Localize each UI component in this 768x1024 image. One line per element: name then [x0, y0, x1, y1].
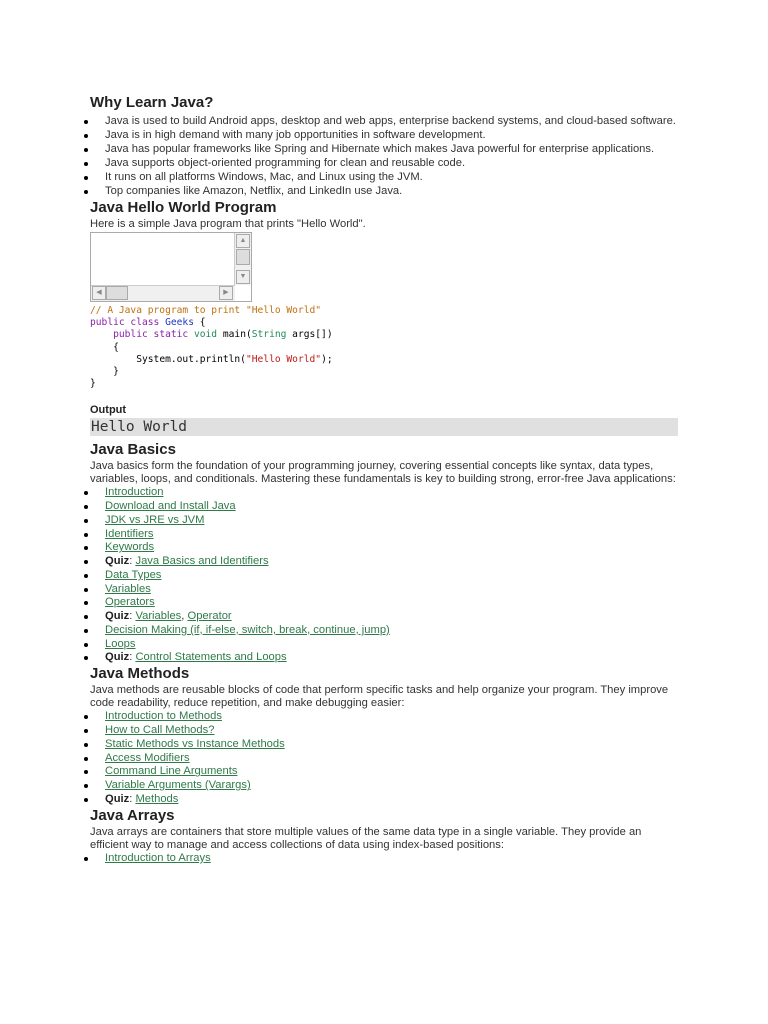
list-item: [90, 752, 678, 765]
topic-link[interactable]: Variables: [105, 582, 151, 595]
java-methods-list: [90, 710, 678, 806]
quiz-item: Quiz: Methods: [90, 793, 678, 806]
list-item: [90, 779, 678, 792]
topic-link[interactable]: Introduction: [105, 486, 164, 499]
bullet-icon: [84, 533, 88, 537]
java-basics-list: [90, 486, 678, 664]
output-box: Hello World: [90, 418, 678, 436]
list-item: [90, 528, 678, 541]
triangle-left-icon[interactable]: ◀: [92, 286, 106, 300]
bullet-icon: [84, 505, 88, 509]
code-text: }: [113, 366, 119, 378]
bullet-icon: [84, 574, 88, 578]
list-item: [90, 638, 678, 651]
triangle-right-icon[interactable]: ▶: [219, 286, 233, 300]
java-basics-intro: Java basics form the foundation of your programming journey, covering essential concepts like syntax, data types, variables, loops, and conditionals. Mastering these fundamentals is key to building strong, error-free Java applications:: [90, 460, 676, 486]
list-item: [90, 115, 678, 128]
bullet-icon: [84, 643, 88, 647]
code-class-name: Geeks: [165, 317, 194, 329]
topic-link[interactable]: Download and Install Java: [105, 500, 236, 513]
topic-link[interactable]: Static Methods vs Instance Methods: [105, 737, 285, 750]
code-block: [90, 305, 678, 390]
java-methods-heading: Java Methods: [90, 665, 190, 683]
bullet-icon: [84, 560, 88, 564]
topic-link[interactable]: JDK vs JRE vs JVM: [105, 513, 205, 526]
bullet-icon: [84, 519, 88, 523]
list-item: [90, 569, 678, 582]
code-text: System.out.println(: [136, 353, 246, 365]
topic-link[interactable]: Keywords: [105, 541, 155, 554]
code-text: }: [90, 378, 96, 390]
topic-link[interactable]: Introduction to Arrays: [105, 851, 211, 864]
code-text: );: [321, 353, 333, 365]
bullet-icon: [84, 784, 88, 788]
why-learn-list: [90, 115, 678, 198]
bullet-icon: [84, 715, 88, 719]
quiz-item: Quiz: Variables, Operator: [90, 610, 678, 623]
bullet-icon: [84, 491, 88, 495]
topic-link[interactable]: Identifiers: [105, 527, 154, 540]
quiz-link[interactable]: Variables: [135, 610, 182, 623]
bullet-icon: [84, 148, 88, 152]
bullet-icon: [84, 857, 88, 861]
list-item-text: Java is in high demand with many job opportunities in software development.: [105, 129, 486, 141]
hello-world-heading: Java Hello World Program: [90, 199, 277, 216]
hello-world-intro: Here is a simple Java program that prints "Hello World".: [90, 218, 366, 230]
quiz-link[interactable]: Java Basics and Identifiers: [135, 555, 269, 568]
topic-link[interactable]: How to Call Methods?: [105, 724, 215, 737]
scrollbar-corner: [235, 286, 251, 301]
list-item: [90, 541, 678, 554]
quiz-label: Quiz: [105, 610, 130, 623]
topic-link[interactable]: Decision Making (if, if-else, switch, break, continue, jump): [105, 623, 390, 636]
java-arrays-heading: Java Arrays: [90, 806, 175, 824]
list-item: [90, 171, 678, 184]
bullet-icon: [84, 770, 88, 774]
bullet-icon: [84, 743, 88, 747]
java-basics-heading: Java Basics: [90, 441, 176, 459]
code-text: args[]): [286, 329, 333, 341]
list-item: [90, 765, 678, 778]
list-item-text: Java has popular frameworks like Spring and Hibernate which makes Java powerful for enterprise applications.: [105, 143, 655, 155]
triangle-down-icon[interactable]: ▼: [236, 270, 250, 284]
list-item: [90, 143, 678, 156]
triangle-up-icon[interactable]: ▲: [236, 234, 250, 248]
topic-link[interactable]: Operators: [105, 596, 155, 609]
bullet-icon: [84, 176, 88, 180]
list-item: [90, 583, 678, 596]
bullet-icon: [84, 615, 88, 619]
java-arrays-intro: Java arrays are containers that store multiple values of the same data type in a single variable. They provide an efficient way to manage and access collections of data using index-based positions:: [90, 825, 642, 851]
list-item: [90, 486, 678, 499]
list-item: [90, 500, 678, 513]
topic-link[interactable]: Access Modifiers: [105, 751, 190, 764]
quiz-item: Quiz: Control Statements and Loops: [90, 651, 678, 664]
code-type: void: [193, 329, 218, 341]
bullet-icon: [84, 588, 88, 592]
list-item: [90, 596, 678, 609]
code-frame[interactable]: [90, 232, 252, 302]
code-text: {: [113, 341, 119, 353]
bullet-icon: [84, 729, 88, 733]
list-item-text: It runs on all platforms Windows, Mac, and Linux using the JVM.: [105, 171, 423, 183]
list-item: [90, 852, 678, 865]
java-arrays-list: [90, 852, 678, 865]
horizontal-scroll-thumb[interactable]: [106, 286, 128, 300]
bullet-icon: [84, 120, 88, 124]
quiz-link[interactable]: Operator: [187, 610, 232, 623]
list-item: [90, 129, 678, 142]
topic-link[interactable]: Variable Arguments (Varargs): [105, 779, 251, 792]
code-comment: // A Java program to print "Hello World": [90, 305, 322, 316]
bullet-icon: [84, 601, 88, 605]
article-content: [90, 94, 678, 866]
topic-link[interactable]: Introduction to Methods: [105, 710, 222, 723]
code-keyword: public static: [113, 329, 189, 341]
bullet-icon: [84, 162, 88, 166]
code-keyword: public class: [90, 317, 160, 329]
list-item: [90, 514, 678, 527]
java-methods-intro: Java methods are reusable blocks of code that perform specific tasks and help organize your program. They improve code readability, reduce repetition, and make debugging easier:: [90, 684, 669, 710]
topic-link[interactable]: Command Line Arguments: [105, 765, 238, 778]
list-item: [90, 724, 678, 737]
quiz-label: Quiz: [105, 792, 130, 805]
list-item-text: Java supports object-oriented programming for clean and reusable code.: [105, 157, 466, 169]
list-item: [90, 185, 678, 198]
why-learn-heading: Why Learn Java?: [90, 94, 214, 111]
bullet-icon: [84, 656, 88, 660]
code-text: {: [193, 317, 206, 329]
quiz-label: Quiz: [105, 555, 130, 568]
list-item: [90, 157, 678, 170]
list-item: [90, 738, 678, 751]
bullet-icon: [84, 134, 88, 138]
topic-link[interactable]: Data Types: [105, 568, 162, 581]
code-type: String: [251, 329, 287, 341]
list-item-text: Top companies like Amazon, Netflix, and LinkedIn use Java.: [105, 185, 403, 197]
list-item: [90, 624, 678, 637]
bullet-icon: [84, 629, 88, 633]
quiz-link[interactable]: Control Statements and Loops: [135, 651, 287, 664]
quiz-item: Quiz: Java Basics and Identifiers: [90, 555, 678, 568]
code-text: main(: [217, 329, 252, 341]
bullet-icon: [84, 757, 88, 761]
quiz-label: Quiz: [105, 651, 130, 664]
list-item: [90, 710, 678, 723]
vertical-scroll-thumb[interactable]: [236, 249, 250, 265]
topic-link[interactable]: Loops: [105, 637, 136, 650]
bullet-icon: [84, 798, 88, 802]
bullet-icon: [84, 190, 88, 194]
code-string: "Hello World": [245, 353, 322, 365]
list-item-text: Java is used to build Android apps, desktop and web apps, enterprise backend systems, and cloud-based software.: [105, 115, 676, 127]
quiz-link[interactable]: Methods: [135, 792, 179, 805]
bullet-icon: [84, 546, 88, 550]
vertical-scrollbar[interactable]: [234, 233, 251, 285]
horizontal-scrollbar[interactable]: [91, 285, 235, 301]
output-label: Output: [90, 404, 127, 417]
